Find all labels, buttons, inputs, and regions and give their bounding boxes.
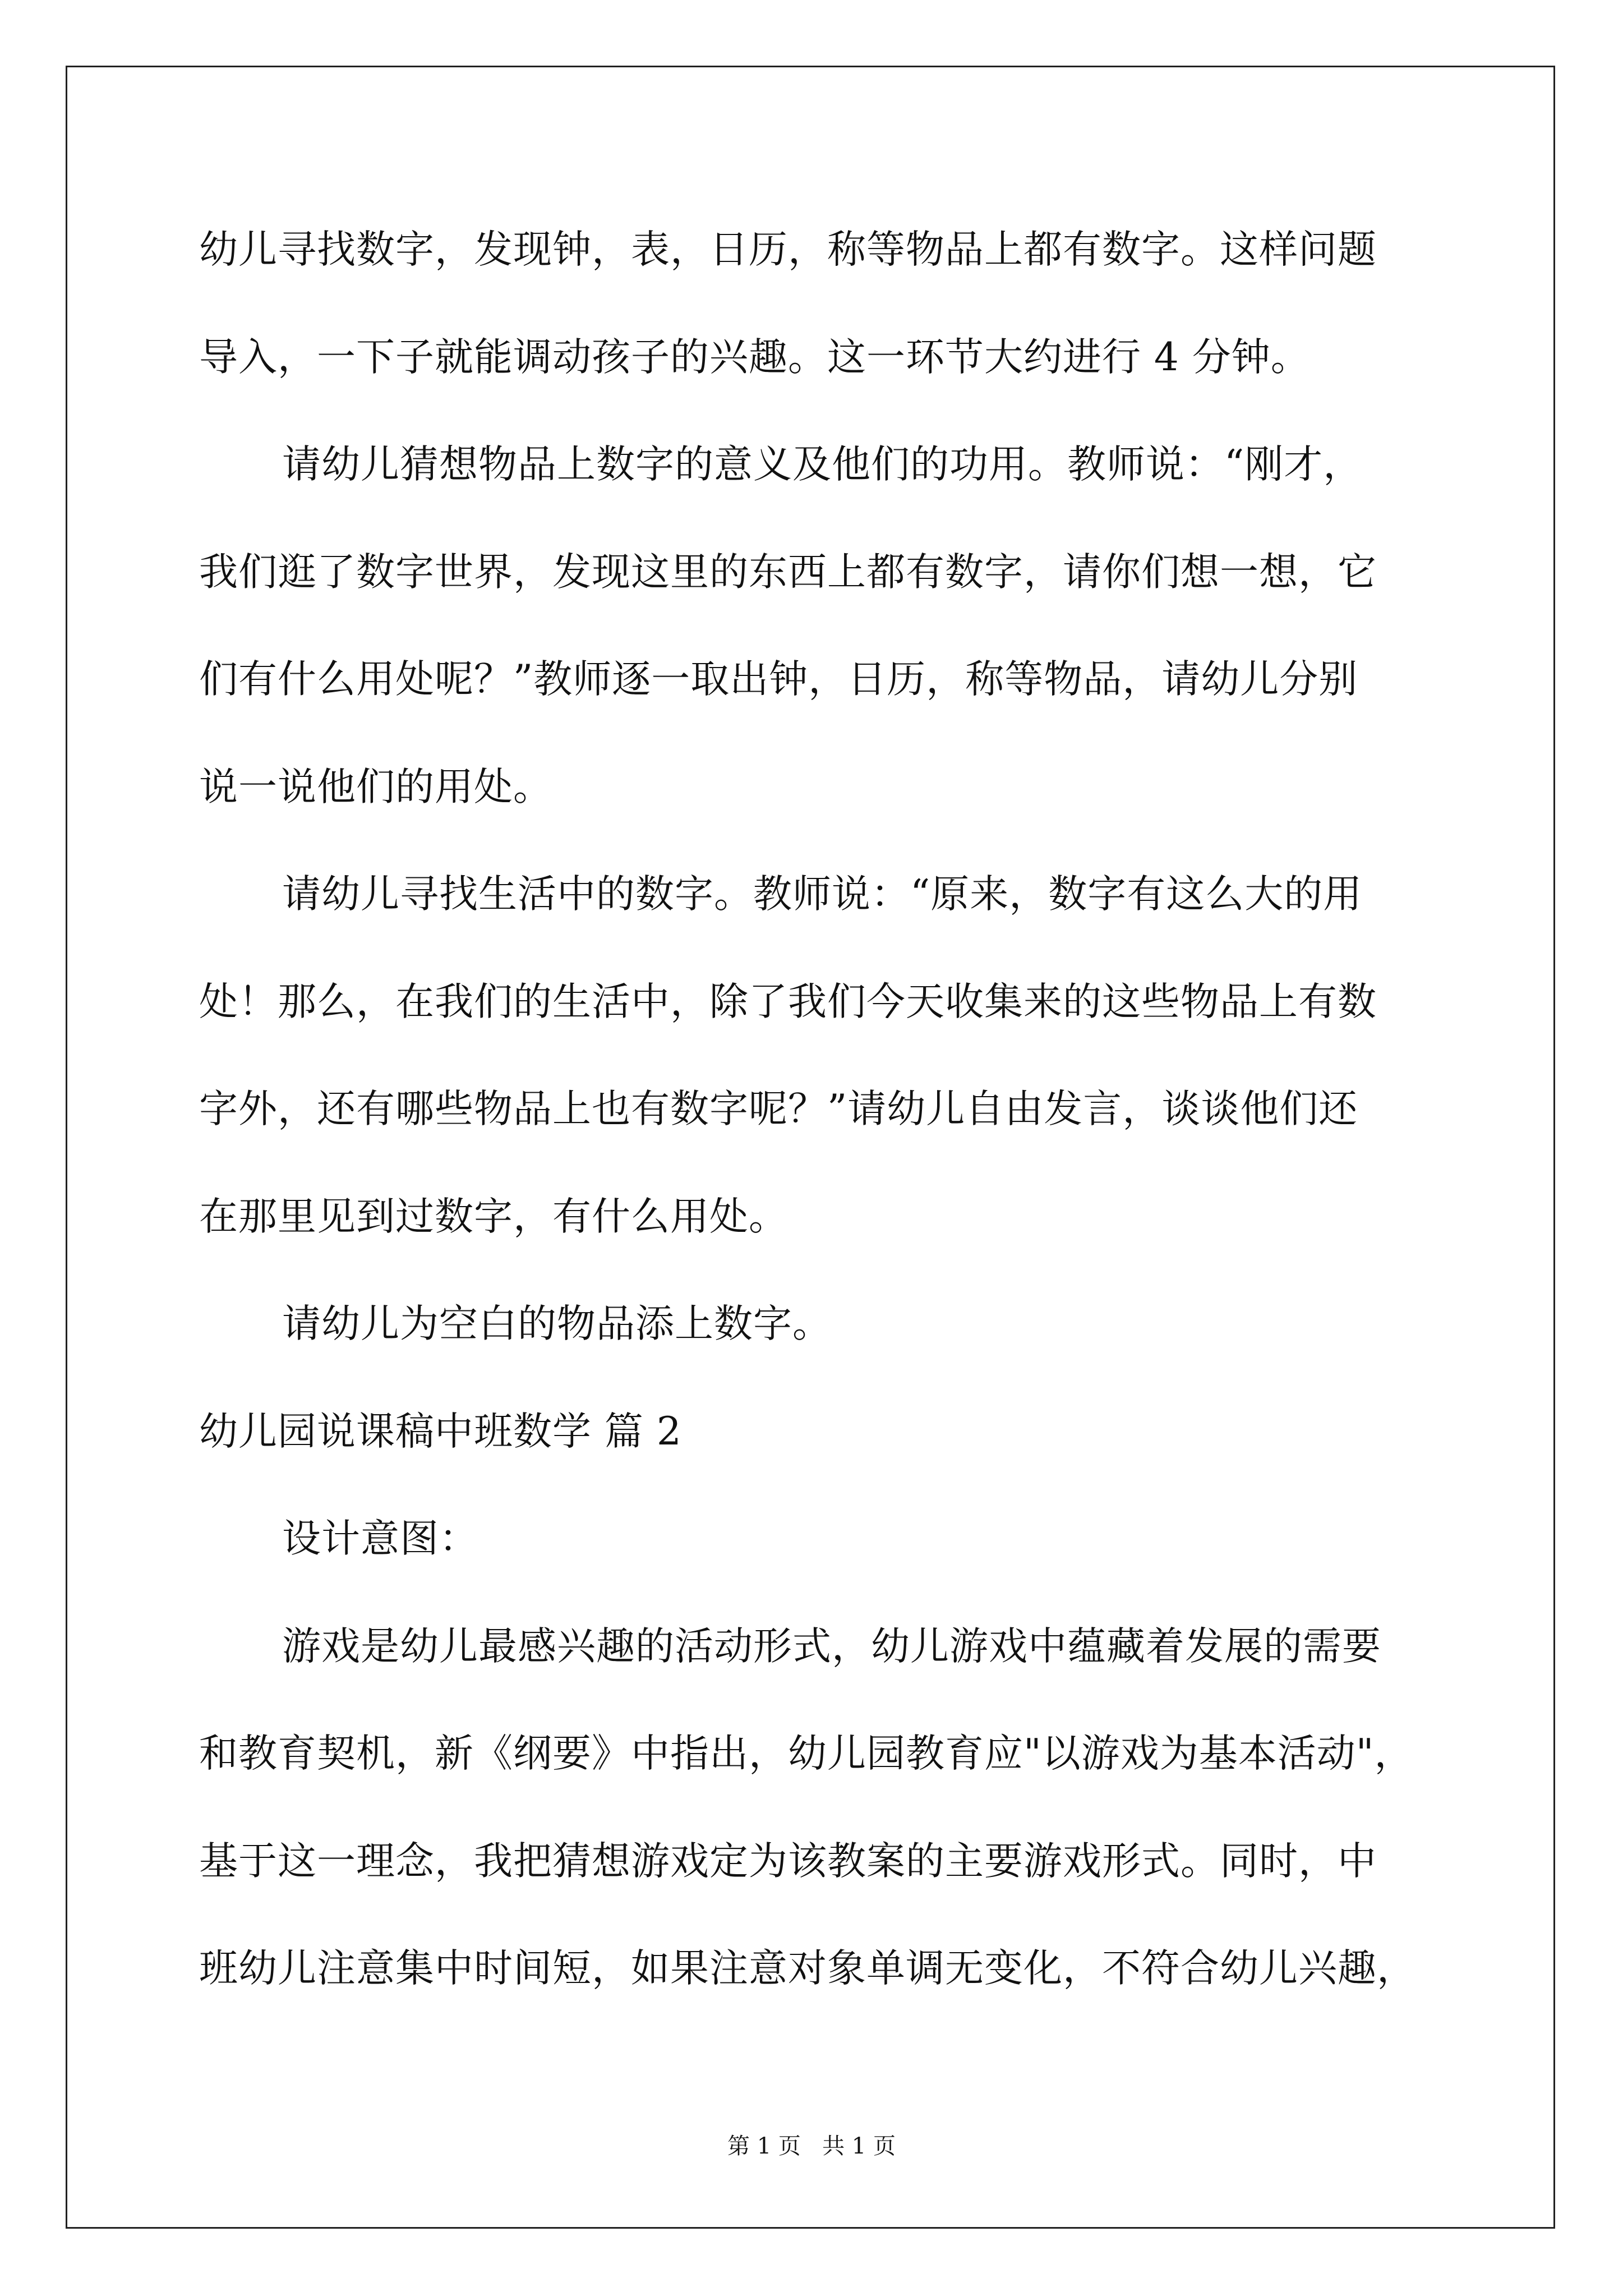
document-body	[199, 216, 1450, 2042]
text-line: 处！那么，在我们的生活中，除了我们今天收集来的这些物品上有数	[199, 979, 1377, 1024]
text-line: 在那里见到过数字，有什么用处。	[199, 1194, 788, 1239]
subheading: 设计意图：	[282, 1516, 478, 1561]
paragraph-start-line: 游戏是幼儿最感兴趣的活动形式，幼儿游戏中蕴藏着发展的需要	[282, 1623, 1381, 1669]
text-line: 幼儿寻找数字，发现钟，表，日历，称等物品上都有数字。这样问题	[199, 227, 1377, 272]
page-number-footer: 第 1 页 共 1 页	[727, 2133, 896, 2159]
text-line: 和教育契机，新《纲要》中指出，幼儿园教育应"以游戏为基本活动"，	[199, 1731, 1414, 1776]
text-line: 说一说他们的用处。	[199, 764, 552, 809]
text-line: 导入，一下子就能调动孩子的兴趣。这一环节大约进行 4 分钟。	[199, 334, 1310, 380]
text-line: 班幼儿注意集中时间短，如果注意对象单调无变化，不符合幼儿兴趣，	[199, 1946, 1416, 1991]
text-line: 字外，还有哪些物品上也有数字呢？”请幼儿自由发言，谈谈他们还	[199, 1087, 1358, 1131]
text-line: 基于这一理念，我把猜想游戏定为该教案的主要游戏形式。同时，中	[199, 1838, 1377, 1884]
paragraph-start-line: 请幼儿为空白的物品添上数字。	[282, 1301, 832, 1346]
text-line: 我们逛了数字世界，发现这里的东西上都有数字，请你们想一想，它	[199, 549, 1377, 595]
text-line: 们有什么用处呢？”教师逐一取出钟，日历，称等物品，请幼儿分别	[199, 657, 1358, 702]
paragraph-start-line: 请幼儿猜想物品上数字的意义及他们的功用。教师说：“刚才，	[282, 442, 1363, 487]
paragraph-start-line: 请幼儿寻找生活中的数字。教师说：“原来，数字有这么大的用	[282, 872, 1363, 917]
section-heading: 幼儿园说课稿中班数学 篇 2	[199, 1409, 682, 1454]
